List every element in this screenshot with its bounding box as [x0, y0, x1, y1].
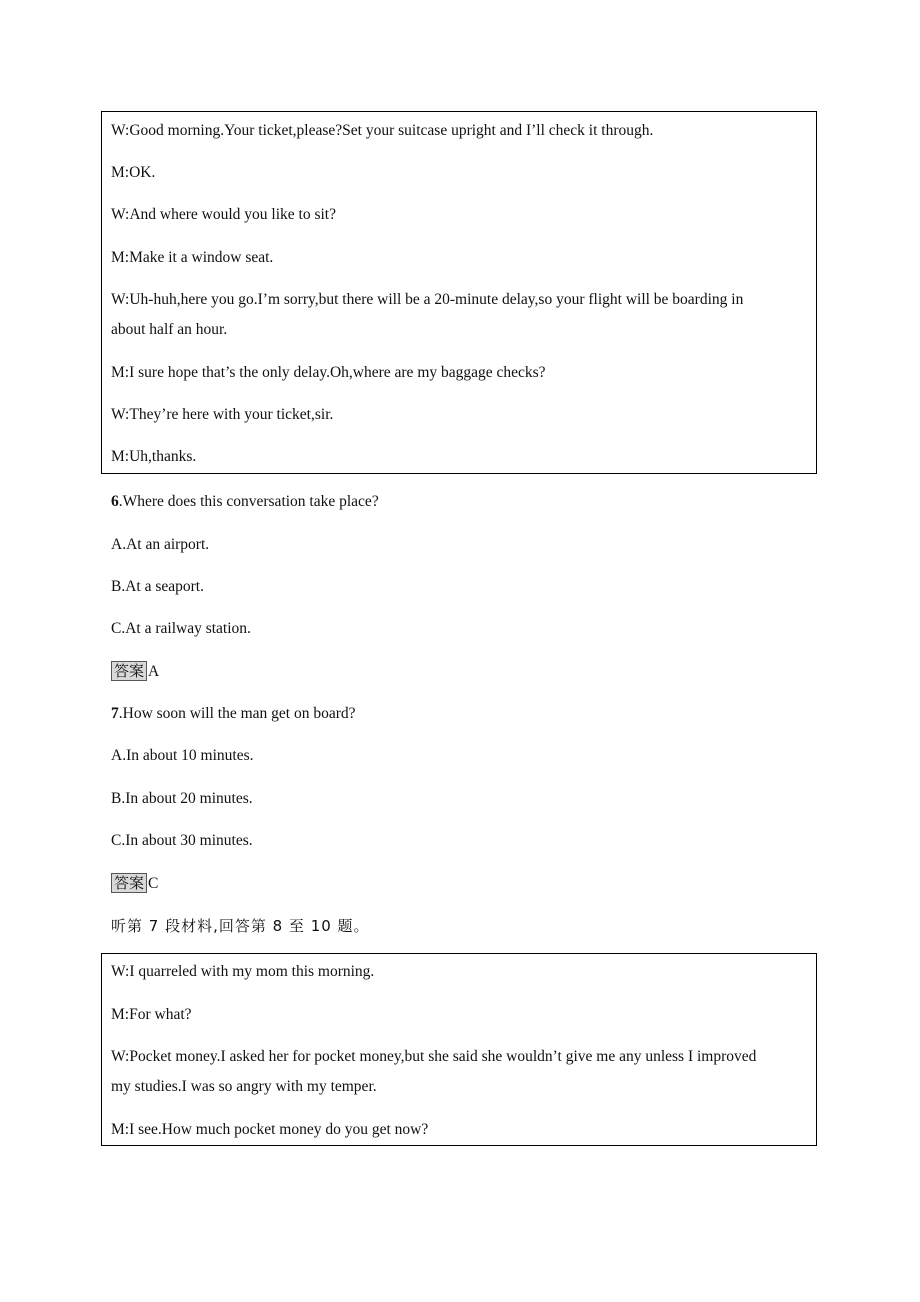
dialogue-line: W:They’re here with your ticket,sir.: [111, 406, 334, 423]
answer-value: A: [148, 663, 160, 680]
option-c: C.In about 30 minutes.: [111, 832, 253, 849]
dialogue-line: W:I quarreled with my mom this morning.: [111, 963, 375, 980]
dialogue-line: W:Pocket money.I asked her for pocket money,but she said she wouldn’t give me any unless I improved: [111, 1048, 757, 1065]
dialogue-line: M:I sure hope that’s the only delay.Oh,where are my baggage checks?: [111, 364, 546, 381]
question-text: .How soon will the man get on board?: [118, 705, 356, 722]
question-6: [111, 492, 379, 512]
answer-label: 答案: [111, 873, 147, 893]
dialogue-line: M:Make it a window seat.: [111, 249, 274, 266]
option-b: B.In about 20 minutes.: [111, 790, 253, 807]
dialogue-line: about half an hour.: [111, 321, 228, 338]
question-number: 7: [111, 705, 119, 722]
dialogue-line: W:And where would you like to sit?: [111, 206, 336, 223]
dialogue-box-1: [101, 111, 817, 474]
question-7: [111, 704, 356, 724]
dialogue-line: my studies.I was so angry with my temper.: [111, 1078, 377, 1095]
dialogue-line: W:Uh-huh,here you go.I’m sorry,but there will be a 20-minute delay,so your flight will be boarding in: [111, 291, 744, 308]
dialogue-box-2: [101, 953, 817, 1146]
answer-6: [111, 661, 159, 682]
option-c: C.At a railway station.: [111, 620, 251, 637]
answer-7: [111, 873, 158, 894]
option-a: A.In about 10 minutes.: [111, 747, 254, 764]
dialogue-line: M:I see.How much pocket money do you get now?: [111, 1121, 429, 1138]
answer-value: C: [148, 875, 159, 892]
question-number: 6: [111, 493, 119, 510]
question-text: .Where does this conversation take place?: [118, 493, 379, 510]
dialogue-line: M:Uh,thanks.: [111, 448, 197, 465]
dialogue-line: W:Good morning.Your ticket,please?Set your suitcase upright and I’ll check it through.: [111, 122, 654, 139]
dialogue-line: M:OK.: [111, 164, 156, 181]
option-a: A.At an airport.: [111, 536, 210, 553]
dialogue-line: M:For what?: [111, 1006, 192, 1023]
answer-label: 答案: [111, 661, 147, 681]
option-b: B.At a seaport.: [111, 578, 204, 595]
section-instruction: 听第 7 段材料,回答第 8 至 10 题。: [111, 917, 370, 935]
